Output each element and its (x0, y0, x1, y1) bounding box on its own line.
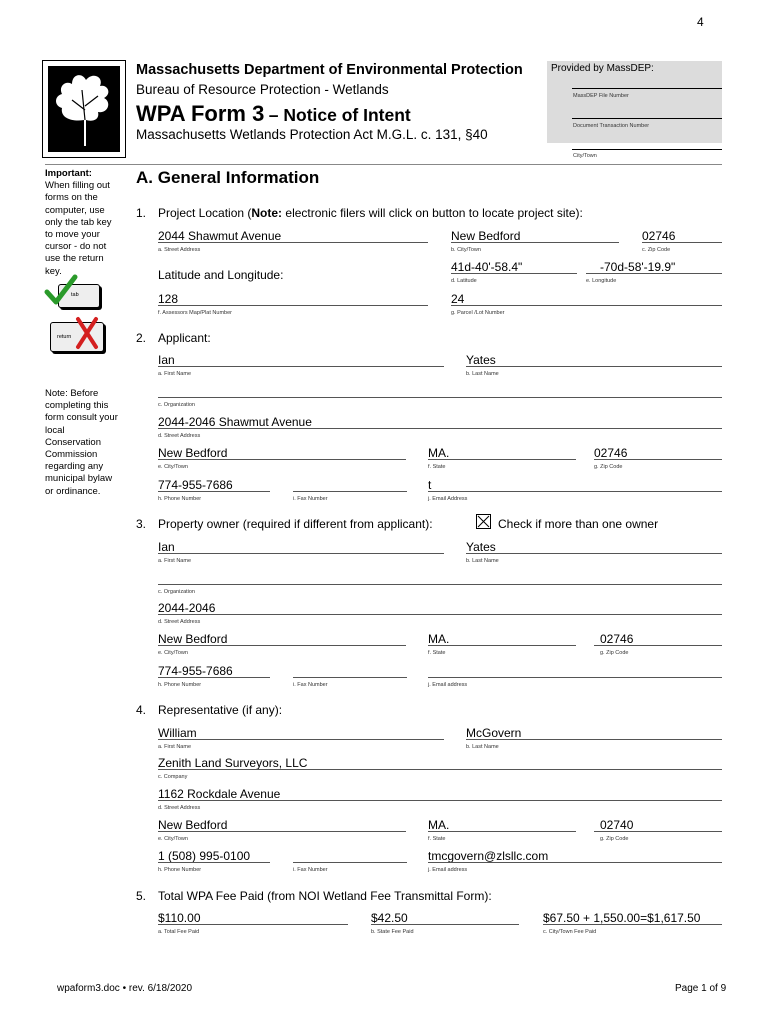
tab-key-label: tab (71, 292, 79, 298)
item-4-label: Representative (if any): (158, 703, 283, 717)
applicant-state-field[interactable]: MA. (428, 446, 450, 460)
latitude-label: d. Latitude (451, 278, 477, 284)
owner-last-field[interactable]: Yates (466, 540, 496, 554)
section-a-title: A. General Information (136, 168, 320, 187)
owner-zip-line (594, 645, 722, 646)
parcel-number-field[interactable]: 24 (451, 292, 465, 306)
applicant-email-label: j. Email Address (428, 496, 468, 502)
file-number-line (572, 88, 722, 89)
map-number-field[interactable]: 128 (158, 292, 179, 306)
rep-city-field[interactable]: New Bedford (158, 818, 228, 832)
form-subtitle: – Notice of Intent (268, 105, 411, 125)
rep-first-line (158, 739, 444, 740)
massdep-logo (42, 60, 126, 158)
total-fee-field[interactable]: $110.00 (158, 911, 201, 925)
state-fee-label: b. State Fee Paid (371, 929, 414, 935)
footer-doc-info: wpaform3.doc • rev. 6/18/2020 (57, 983, 193, 994)
rep-email-label: j. Email address (428, 867, 468, 873)
important-title: Important: (45, 168, 92, 179)
applicant-org-line (158, 397, 722, 398)
form-title: WPA Form 3 (136, 101, 265, 126)
department-title: Massachusetts Department of Environmental Protection (136, 62, 523, 78)
latlong-label: Latitude and Longitude: (158, 268, 284, 282)
rep-city-line (158, 831, 406, 832)
city-fee-line (543, 924, 722, 925)
map-number-label: f. Assessors Map/Plat Number (158, 310, 232, 316)
rep-company-label: c. Company (158, 774, 188, 780)
item-2-number: 2. (136, 331, 147, 345)
applicant-phone-label: h. Phone Number (158, 496, 202, 502)
rep-state-line (428, 831, 576, 832)
footer-page-info: Page 1 of 9 (675, 983, 727, 994)
provided-title: Provided by MassDEP: (551, 63, 654, 74)
return-key-image (48, 316, 108, 356)
map-number-line (158, 305, 428, 306)
transaction-line (572, 118, 722, 119)
item-4-number: 4. (136, 703, 147, 717)
owner-org-line (158, 584, 722, 585)
important-block (45, 168, 121, 278)
rep-zip-label: g. Zip Code (600, 836, 629, 842)
rep-fax-line (293, 862, 407, 863)
applicant-last-field[interactable]: Yates (466, 353, 496, 367)
item-2-label: Applicant: (158, 331, 211, 345)
applicant-city-label: e. City/Town (158, 464, 188, 470)
rep-street-label: d. Street Address (158, 805, 201, 811)
project-zip-field[interactable]: 02746 (642, 229, 676, 243)
important-text: When filling out forms on the computer, use only the tab key to move your cursor - do not use the return key. (45, 180, 112, 277)
owner-city-field[interactable]: New Bedford (158, 632, 228, 646)
tab-key-image (48, 280, 100, 310)
x-mark-icon (74, 316, 100, 350)
bureau-title: Bureau of Resource Protection - Wetlands (136, 82, 389, 97)
city-fee-field[interactable]: $67.50 + 1,550.00=$1,617.50 (543, 911, 701, 925)
parcel-number-label: g. Parcel /Lot Number (451, 310, 505, 316)
owner-phone-label: h. Phone Number (158, 682, 202, 688)
owner-street-field[interactable]: 2044-2046 (158, 601, 216, 615)
rep-phone-field[interactable]: 1 (508) 995-0100 (158, 849, 251, 863)
applicant-org-label: c. Organization (158, 402, 195, 408)
oak-leaf-icon (42, 60, 126, 158)
applicant-fax-label: i. Fax Number (293, 496, 328, 502)
rep-city-label: e. City/Town (158, 836, 188, 842)
project-city-line (451, 242, 619, 243)
applicant-street-label: d. Street Address (158, 433, 201, 439)
item-3-label: Property owner (required if different from applicant): (158, 517, 433, 531)
applicant-zip-field[interactable]: 02746 (594, 446, 628, 460)
rep-first-label: a. First Name (158, 744, 192, 750)
applicant-street-field[interactable]: 2044-2046 Shawmut Avenue (158, 415, 312, 429)
applicant-first-label: a. First Name (158, 371, 192, 377)
check-mark-icon (44, 274, 78, 308)
rep-last-line (466, 739, 722, 740)
city-town-line (572, 149, 722, 150)
owner-city-label: e. City/Town (158, 650, 188, 656)
project-street-line (158, 242, 428, 243)
latitude-field[interactable]: 41d-40'-58.4" (451, 260, 523, 274)
rep-phone-label: h. Phone Number (158, 867, 202, 873)
owner-state-field[interactable]: MA. (428, 632, 450, 646)
applicant-first-field[interactable]: Ian (158, 353, 175, 367)
owner-first-label: a. First Name (158, 558, 192, 564)
multiple-owners-checkbox[interactable] (476, 514, 491, 529)
owner-street-label: d. Street Address (158, 619, 201, 625)
owner-city-line (158, 645, 406, 646)
rep-email-field[interactable]: tmcgovern@zlsllc.com (428, 849, 549, 863)
applicant-street-line (158, 428, 722, 429)
project-city-label: b. City/Town (451, 247, 481, 253)
rep-zip-line (594, 831, 722, 832)
owner-zip-label: g. Zip Code (600, 650, 629, 656)
rep-fax-label: i. Fax Number (293, 867, 328, 873)
total-fee-line (158, 924, 348, 925)
return-key-label: return (57, 334, 72, 340)
applicant-phone-line (158, 491, 270, 492)
checkbox-x-icon (477, 515, 490, 528)
item-3-number: 3. (136, 517, 147, 531)
latitude-line (451, 273, 577, 274)
applicant-email-field[interactable]: t (428, 478, 432, 492)
owner-fax-label: i. Fax Number (293, 682, 328, 688)
rep-email-line (428, 862, 722, 863)
owner-phone-field[interactable]: 774-955-7686 (158, 664, 233, 678)
longitude-line (586, 273, 722, 274)
rep-company-line (158, 769, 722, 770)
item-1-label: Project Location (Note: electronic filers will click on button to locate project site): (158, 206, 583, 220)
applicant-email-line (428, 491, 722, 492)
page-number: 4 (697, 15, 704, 29)
rep-first-field[interactable]: William (158, 726, 197, 740)
state-fee-line (371, 924, 519, 925)
applicant-state-label: f. State (428, 464, 446, 470)
applicant-first-line (158, 366, 444, 367)
item-1-number: 1. (136, 206, 147, 220)
owner-first-line (158, 553, 444, 554)
transaction-label: Document Transaction Number (573, 123, 650, 129)
project-city-field[interactable]: New Bedford (451, 229, 521, 243)
file-number-label: MassDEP File Number (573, 93, 629, 99)
owner-email-label: j. Email address (428, 682, 468, 688)
header-divider (45, 164, 722, 165)
applicant-phone-field[interactable]: 774-955-7686 (158, 478, 233, 492)
state-fee-field[interactable]: $42.50 (371, 911, 408, 925)
note-block: Note: Before completing this form consult your local Conservation Commission regarding any municipal bylaw or ordinance. (45, 388, 118, 497)
rep-street-field[interactable]: 1162 Rockdale Avenue (158, 787, 281, 801)
owner-email-line (428, 677, 722, 678)
rep-state-label: f. State (428, 836, 446, 842)
project-street-label: a. Street Address (158, 247, 201, 253)
rep-last-label: b. Last Name (466, 744, 499, 750)
rep-street-line (158, 800, 722, 801)
project-zip-label: c. Zip Code (642, 247, 671, 253)
item-5-label: Total WPA Fee Paid (from NOI Wetland Fee Transmittal Form): (158, 889, 492, 903)
rep-phone-line (158, 862, 270, 863)
owner-phone-line (158, 677, 270, 678)
act-title: Massachusetts Wetlands Protection Act M.G.L. c. 131, §40 (136, 127, 488, 142)
project-street-field[interactable]: 2044 Shawmut Avenue (158, 229, 282, 243)
owner-street-line (158, 614, 722, 615)
longitude-label: e. Longitude (586, 278, 617, 284)
applicant-state-line (428, 459, 576, 460)
rep-zip-field[interactable]: 02740 (600, 818, 634, 832)
applicant-city-line (158, 459, 406, 460)
applicant-last-line (466, 366, 722, 367)
owner-state-line (428, 645, 576, 646)
applicant-last-label: b. Last Name (466, 371, 499, 377)
applicant-zip-line (594, 459, 722, 460)
multiple-owners-label: Check if more than one owner (498, 517, 659, 531)
item-5-number: 5. (136, 889, 147, 903)
parcel-number-line (451, 305, 722, 306)
project-zip-line (642, 242, 722, 243)
applicant-zip-label: g. Zip Code (594, 464, 623, 470)
owner-fax-line (293, 677, 407, 678)
owner-last-line (466, 553, 722, 554)
owner-org-label: c. Organization (158, 589, 195, 595)
rep-last-field[interactable]: McGovern (466, 726, 522, 740)
owner-first-field[interactable]: Ian (158, 540, 175, 554)
applicant-city-field[interactable]: New Bedford (158, 446, 228, 460)
owner-state-label: f. State (428, 650, 446, 656)
applicant-fax-line (293, 491, 407, 492)
provided-box (547, 61, 722, 143)
city-fee-label: c. City/Town Fee Paid (543, 929, 597, 935)
rep-state-field[interactable]: MA. (428, 818, 450, 832)
longitude-field[interactable]: -70d-58'-19.9" (600, 260, 676, 274)
owner-last-label: b. Last Name (466, 558, 499, 564)
owner-zip-field[interactable]: 02746 (600, 632, 634, 646)
form-title-block (136, 101, 411, 127)
total-fee-label: a. Total Fee Paid (158, 929, 200, 935)
rep-company-field[interactable]: Zenith Land Surveyors, LLC (158, 756, 308, 770)
city-town-label: City/Town (573, 153, 597, 159)
